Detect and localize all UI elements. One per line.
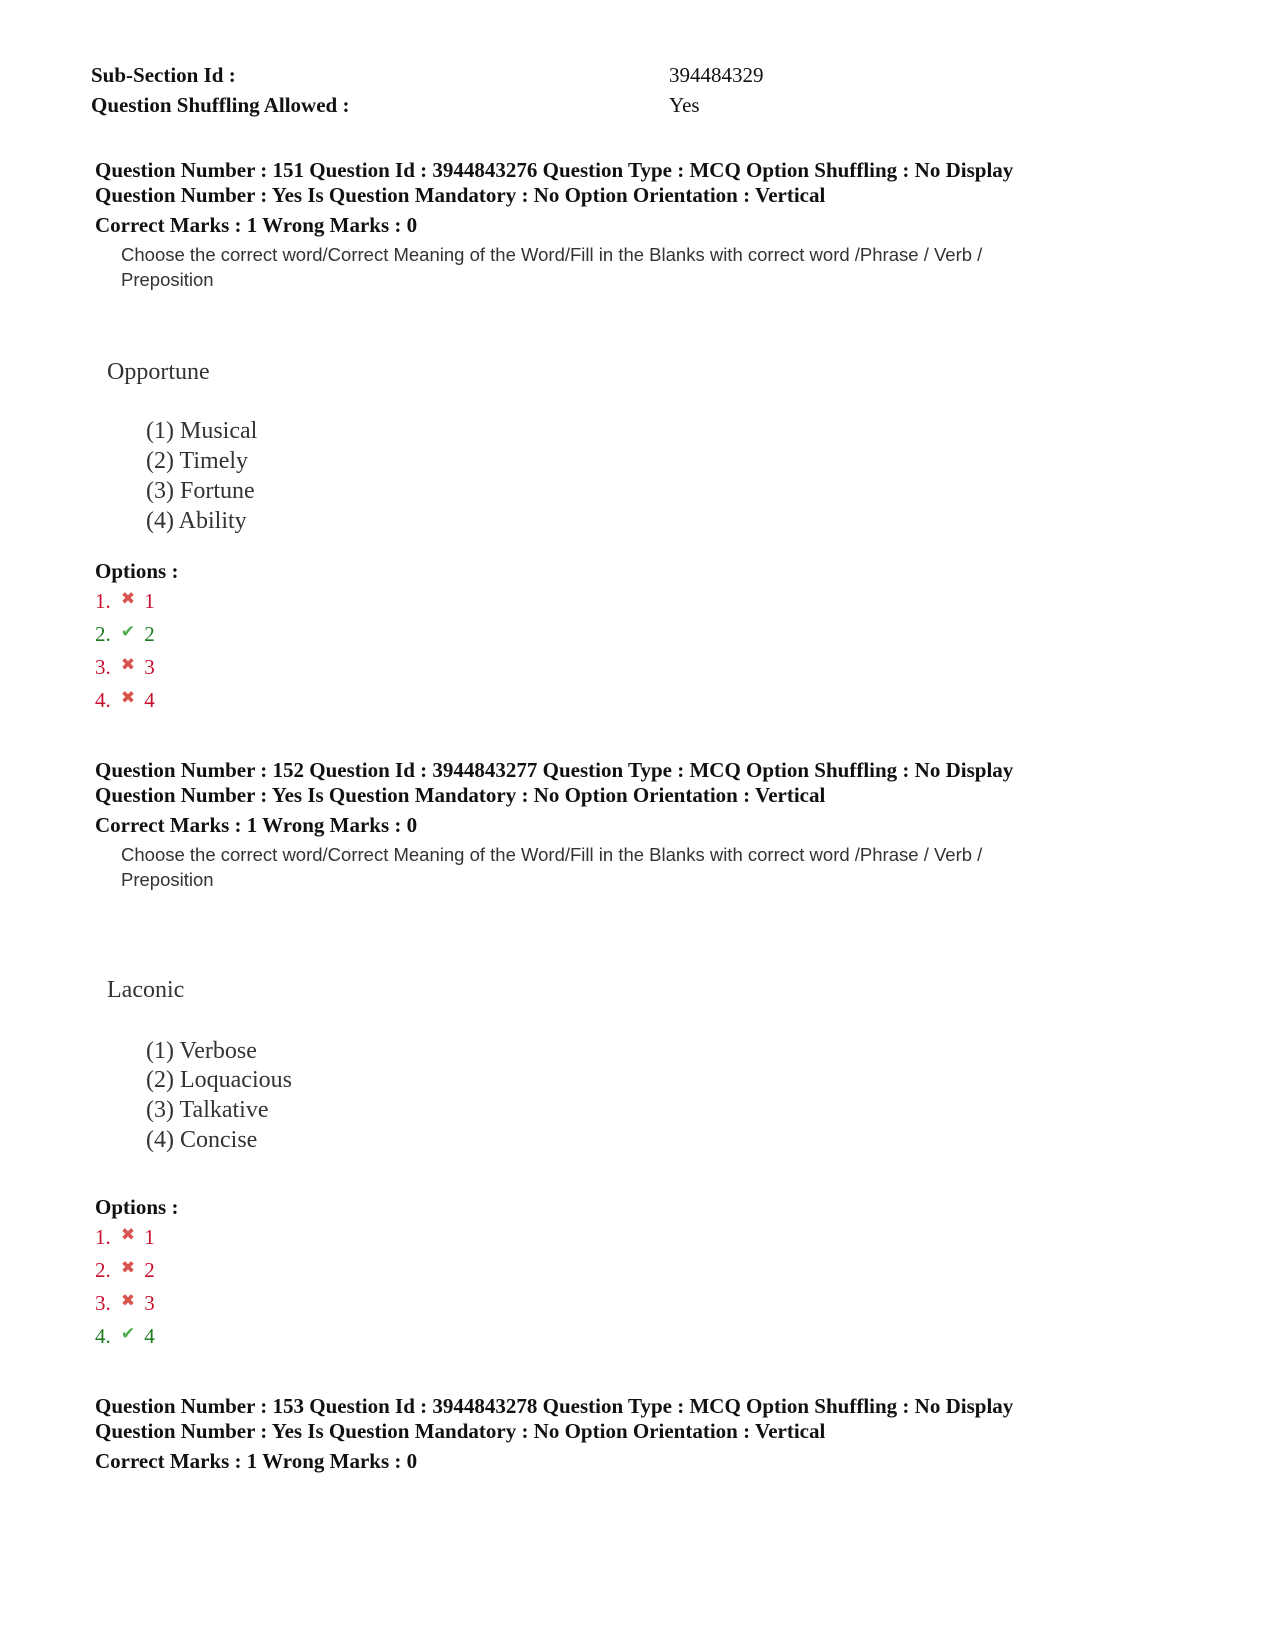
option-label: 3: [144, 655, 155, 679]
option-label: 2: [144, 622, 155, 646]
option-number: 4.: [95, 1324, 111, 1348]
choice-1: (1) Musical: [146, 418, 258, 444]
option-row: [95, 651, 155, 686]
question-header-line2: Question Number : Yes Is Question Mandatory : No Option Orientation : Vertical: [95, 183, 826, 207]
subsection-id-value: 394484329: [669, 63, 764, 87]
option-row: [95, 684, 155, 719]
option-number: 3.: [95, 1291, 111, 1315]
wrong-icon: ✖: [120, 589, 136, 609]
option-number: 1.: [95, 1225, 111, 1249]
option-label: 4: [144, 688, 155, 712]
options-label: Options :: [95, 1195, 179, 1219]
wrong-icon: ✖: [120, 688, 136, 708]
option-number: 2.: [95, 1258, 111, 1282]
choice-2: (2) Loquacious: [146, 1067, 292, 1093]
choice-4: (4) Concise: [146, 1127, 258, 1153]
check-icon: ✔: [120, 622, 136, 642]
option-row: [95, 1287, 155, 1322]
option-label: 2: [144, 1258, 155, 1282]
options-label: Options :: [95, 559, 179, 583]
question-shuffling-value: Yes: [669, 93, 700, 117]
choice-3: (3) Fortune: [146, 478, 255, 504]
option-label: 3: [144, 1291, 155, 1315]
question-header-line1: Question Number : 152 Question Id : 3944843277 Question Type : MCQ Option Shuffling : No Display: [95, 758, 1014, 782]
choice-3: (3) Talkative: [146, 1097, 269, 1123]
option-row: [95, 1221, 155, 1256]
choice-2: (2) Timely: [146, 448, 249, 474]
question-header-line1: Question Number : 153 Question Id : 3944843278 Question Type : MCQ Option Shuffling : No Display: [95, 1394, 1014, 1418]
question-word: Laconic: [107, 977, 185, 1003]
question-header-line1: Question Number : 151 Question Id : 3944843276 Question Type : MCQ Option Shuffling : No Display: [95, 158, 1014, 182]
check-icon: ✔: [120, 1324, 136, 1344]
choice-4: (4) Ability: [146, 508, 247, 534]
option-number: 2.: [95, 622, 111, 646]
question-header-line2: Question Number : Yes Is Question Mandatory : No Option Orientation : Vertical: [95, 783, 826, 807]
wrong-icon: ✖: [120, 1291, 136, 1311]
subsection-id-label: Sub-Section Id :: [91, 63, 236, 87]
option-row: [95, 585, 155, 620]
question-instruction: Choose the correct word/Correct Meaning of the Word/Fill in the Blanks with correct word /Phrase / Verb /: [121, 844, 983, 865]
wrong-icon: ✖: [120, 1258, 136, 1278]
question-shuffling-label: Question Shuffling Allowed :: [91, 93, 350, 117]
wrong-icon: ✖: [120, 1225, 136, 1245]
option-number: 3.: [95, 655, 111, 679]
question-instruction-cont: Preposition: [121, 269, 214, 290]
option-label: 1: [144, 589, 155, 613]
question-word: Opportune: [107, 359, 210, 385]
option-row: [95, 618, 155, 653]
option-label: 4: [144, 1324, 155, 1348]
choice-1: (1) Verbose: [146, 1038, 257, 1064]
wrong-icon: ✖: [120, 655, 136, 675]
option-label: 1: [144, 1225, 155, 1249]
question-marks: Correct Marks : 1 Wrong Marks : 0: [95, 813, 418, 837]
question-instruction: Choose the correct word/Correct Meaning of the Word/Fill in the Blanks with correct word /Phrase / Verb /: [121, 244, 983, 265]
option-number: 1.: [95, 589, 111, 613]
option-number: 4.: [95, 688, 111, 712]
question-marks: Correct Marks : 1 Wrong Marks : 0: [95, 213, 418, 237]
option-row: [95, 1254, 155, 1289]
question-marks: Correct Marks : 1 Wrong Marks : 0: [95, 1449, 418, 1473]
option-row: [95, 1320, 155, 1355]
question-header-line2: Question Number : Yes Is Question Mandatory : No Option Orientation : Vertical: [95, 1419, 826, 1443]
question-instruction-cont: Preposition: [121, 869, 214, 890]
